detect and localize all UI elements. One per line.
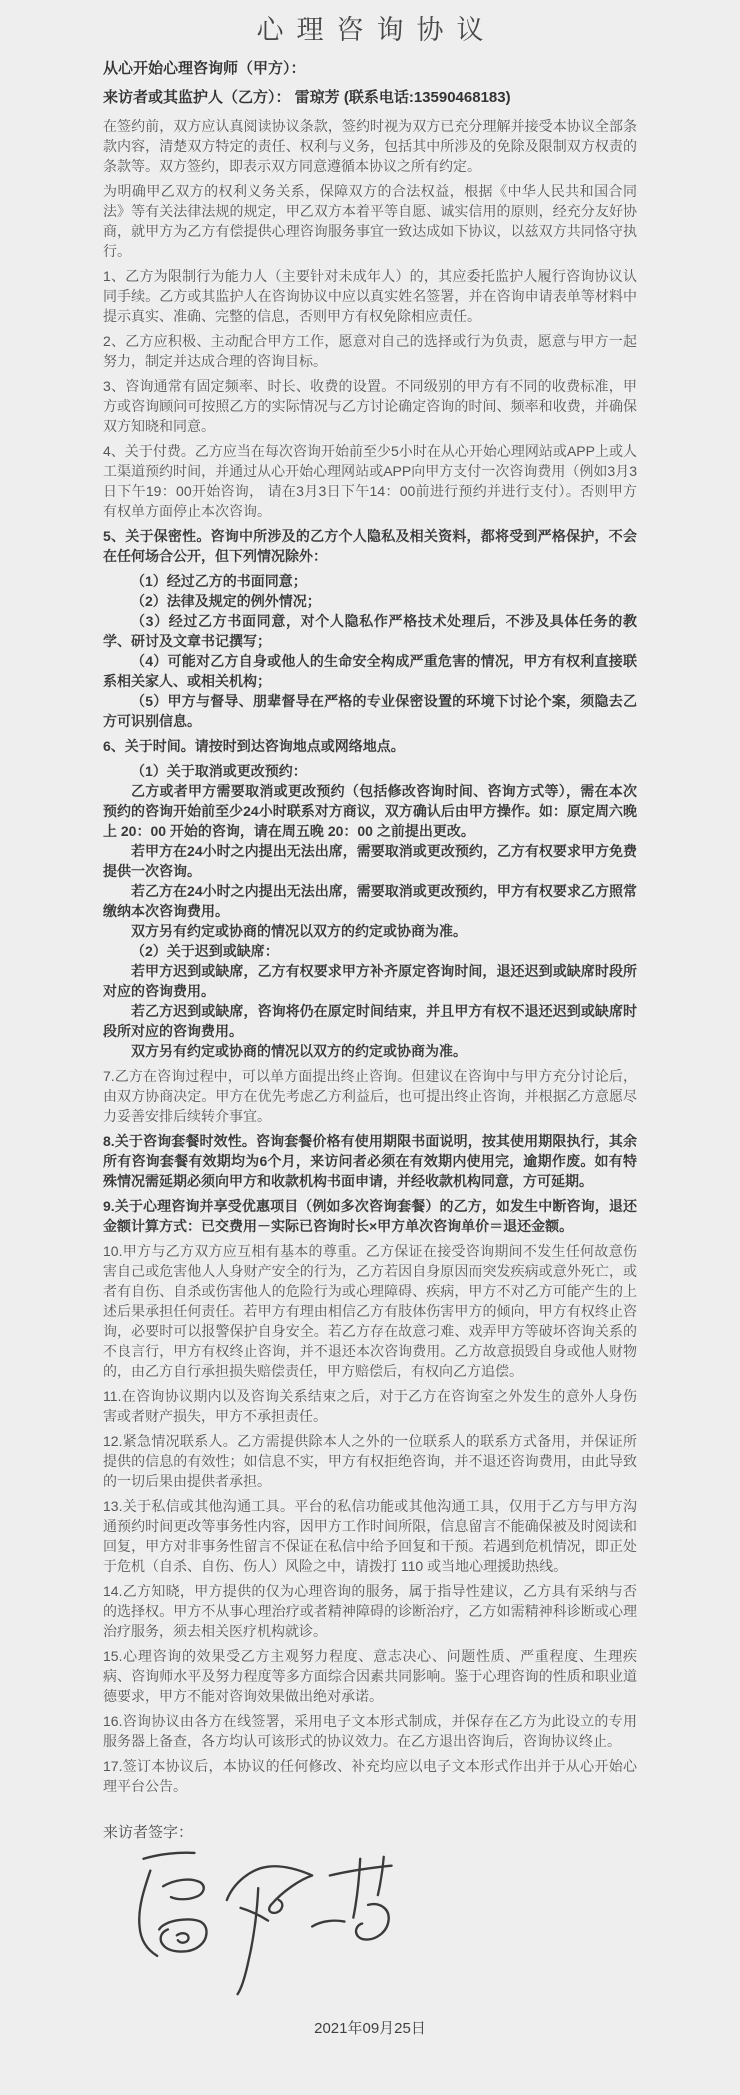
agreement-paragraph: （1）经过乙方的书面同意； (131, 573, 307, 589)
agreement-paragraph: （2）关于迟到或缺席： (131, 943, 279, 959)
signing-date: 2021年09月25日 (314, 2020, 426, 2037)
signature-label: 来访者签字： (103, 1824, 194, 1841)
agreement-paragraphs (103, 116, 637, 1796)
agreement-paragraph: （4）可能对乙方自身或他人的生命安全构成严重危害的情况，甲方有权利直接联系相关家人、或相关机构； (103, 653, 637, 689)
agreement-paragraph: （3）经过乙方书面同意，对个人隐私作严格技术处理后，不涉及具体任务的教学、研讨及文章书记撰写； (103, 613, 637, 649)
agreement-paragraph: 13.关于私信或其他沟通工具。平台的私信功能或其他沟通工具，仅用于乙方与甲方沟通预约时间更改等事务性内容，因甲方工作时间所限，信息留言不能确保被及时阅读和回复，甲方对非事务性留言不保证在私信中给予回复和干预。若遇到危机情况，即正处于危机（自杀、自伤、伤人）风险之中，请拨打 110 或当地心理援助热线。 (103, 1498, 637, 1574)
agreement-paragraph: 15.心理咨询的效果受乙方主观努力程度、意志决心、问题性质、严重程度、生理疾病、咨询师水平及努力程度等多方面综合因素共同影响。鉴于心理咨询的性质和职业道德要求，甲方不能对咨询效果做出绝对承诺。 (103, 1648, 637, 1704)
agreement-paragraph: 为明确甲乙双方的权利义务关系，保障双方的合法权益，根据《中华人民共和国合同法》等有关法律法规的规定，甲乙双方本着平等自愿、诚实信用的原则，经充分友好协商，就甲方为乙方有偿提供心理咨询服务事宜一致达成如下协议，以兹双方共同恪守执行。 (103, 183, 637, 259)
agreement-paragraph: 8.关于咨询套餐时效性。咨询套餐价格有使用期限书面说明，按其使用期限执行，其余所有咨询套餐有效期均为6个月，来访问者必须在有效期内使用完，逾期作废。如有特殊情况需延期必须向甲方和收款机构书面申请，并经收款机构同意，方可延期。 (103, 1133, 637, 1189)
signature-area (133, 1849, 637, 2001)
agreement-paragraph: 若甲方在24小时之内提出无法出席，需要取消或更改预约，乙方有权要求甲方免费提供一次咨询。 (103, 843, 637, 879)
agreement-paragraph: 5、关于保密性。咨询中所涉及的乙方个人隐私及相关资料，都将受到严格保护，不会在任何场合公开，但下列情况除外： (103, 528, 637, 564)
agreement-paragraph: 17.签订本协议后，本协议的任何修改、补充均应以电子文本形式作出并于从心开始心理平台公告。 (103, 1758, 637, 1794)
agreement-paragraph: 16.咨询协议由各方在线签署，采用电子文本形式制成，并保存在乙方为此设立的专用服务器上备查，各方均认可该形式的协议效力。在乙方退出咨询后，咨询协议终止。 (103, 1713, 637, 1749)
agreement-paragraph: 6、关于时间。请按时到达咨询地点或网络地点。 (103, 738, 405, 754)
agreement-paragraph: 7.乙方在咨询过程中，可以单方面提出终止咨询。但建议在咨询中与甲方充分讨论后，由双方协商决定。甲方在优先考虑乙方利益后，也可提出终止咨询，并根据乙方意愿尽力妥善安排后续转介事宜。 (103, 1068, 637, 1124)
agreement-paragraph: 双方另有约定或协商的情况以双方的约定或协商为准。 (131, 923, 467, 939)
agreement-paragraph: 10.甲方与乙方双方应互相有基本的尊重。乙方保证在接受咨询期间不发生任何故意伤害自己或危害他人人身财产安全的行为，乙方若因自身原因而突发疾病或意外死亡，或者有自伤、自杀或伤害他人的危险行为或心理障碍、疾病，甲方不对乙方可能产生的上述后果承担任何责任。若甲方有理由相信乙方有肢体伤害甲方的倾向，甲方有权终止咨询，必要时可以报警保护自身安全。若乙方存在故意刁难、戏弄甲方等破坏咨询关系的不良言行，甲方有权终止咨询，并不退还本次咨询费用。乙方故意损毁自身或他人财物的，由乙方自行承担损失赔偿责任，甲方赔偿后，有权向乙方追偿。 (103, 1243, 637, 1379)
agreement-paragraph: 若甲方迟到或缺席，乙方有权要求甲方补齐原定咨询时间，退还迟到或缺席时段所对应的咨询费用。 (103, 963, 637, 999)
party-b-line: 来访者或其监护人（乙方）： 雷琼芳 (联系电话:13590468183) (103, 89, 511, 106)
agreement-paragraph: 4、关于付费。乙方应当在每次咨询开始前至少5小时在从心开始心理网站或APP上或人工渠道预约时间，并通过从心开始心理网站或APP向甲方支付一次咨询费用（例如3月3日下午19：00开始咨询， 请在3月3日下午14：00前进行预约并进行支付）。否则甲方有权单方面停止本次咨询。 (103, 443, 637, 519)
agreement-paragraph: 若乙方在24小时之内提出无法出席，需要取消或更改预约，甲方有权要求乙方照常缴纳本次咨询费用。 (103, 883, 637, 919)
signature-handwriting-icon (133, 1849, 405, 2001)
page-title: 心理咨询协议 (256, 15, 497, 45)
agreement-paragraph: （2）法律及规定的例外情况； (131, 593, 321, 609)
agreement-paragraph: 9.关于心理咨询并享受优惠项目（例如多次咨询套餐）的乙方，如发生中断咨询，退还金额计算方式：已交费用－实际已咨询时长×甲方单次咨询单价＝退还金额。 (103, 1198, 637, 1234)
agreement-paragraph: （5）甲方与督导、朋辈督导在严格的专业保密设置的环境下讨论个案，须隐去乙方可识别信息。 (103, 693, 637, 729)
agreement-paragraph: 12.紧急情况联系人。乙方需提供除本人之外的一位联系人的联系方式备用，并保证所提供的信息的有效性；如信息不实，甲方有权拒绝咨询，并不退还咨询费用，由此导致的一切后果由提供者承担。 (103, 1433, 637, 1489)
agreement-paragraph: 1、乙方为限制行为能力人（主要针对未成年人）的，其应委托监护人履行咨询协议认同手续。乙方或其监护人在咨询协议中应以真实姓名签署，并在咨询申请表单等材料中提示真实、准确、完整的信息，否则甲方有权免除相应责任。 (103, 268, 637, 324)
agreement-paragraph: 3、咨询通常有固定频率、时长、收费的设置。不同级别的甲方有不同的收费标准，甲方或咨询顾问可按照乙方的实际情况与乙方讨论确定咨询的时间、频率和收费，并确保双方知晓和同意。 (103, 378, 637, 434)
party-a-line: 从心开始心理咨询师（甲方）： (103, 60, 306, 77)
agreement-paragraph: 若乙方迟到或缺席，咨询将仍在原定时间结束，并且甲方有权不退还迟到或缺席时段所对应的咨询费用。 (103, 1003, 637, 1039)
agreement-paragraph: 双方另有约定或协商的情况以双方的约定或协商为准。 (131, 1043, 467, 1059)
agreement-paragraph: 11.在咨询协议期内以及咨询关系结束之后，对于乙方在咨询室之外发生的意外人身伤害或者财产损失，甲方不承担责任。 (103, 1388, 637, 1424)
agreement-paragraph: 乙方或者甲方需要取消或更改预约（包括修改咨询时间、咨询方式等），需在本次预约的咨询开始前至少24小时联系对方商议，双方确认后由甲方操作。如：原定周六晚上 20：00 开始的咨询，请在周五晚 20：00 之前提出更改。 (103, 783, 637, 839)
agreement-paragraph: 在签约前，双方应认真阅读协议条款，签约时视为双方已充分理解并接受本协议全部条款内容，清楚双方特定的责任、权利与义务，包括其中所涉及的免除及限制双方权责的条款等。双方签约，即表示双方同意遵循本协议之所有约定。 (103, 118, 637, 174)
agreement-paragraph: 14.乙方知晓，甲方提供的仅为心理咨询的服务，属于指导性建议，乙方具有采纳与否的选择权。甲方不从事心理治疗或者精神障碍的诊断治疗，乙方如需精神科诊断或心理治疗服务，须去相关医疗机构就诊。 (103, 1583, 637, 1639)
agreement-paragraph: （1）关于取消或更改预约： (131, 763, 307, 779)
agreement-paragraph: 2、乙方应积极、主动配合甲方工作，愿意对自己的选择或行为负责，愿意与甲方一起努力，制定并达成合理的咨询目标。 (103, 333, 637, 369)
